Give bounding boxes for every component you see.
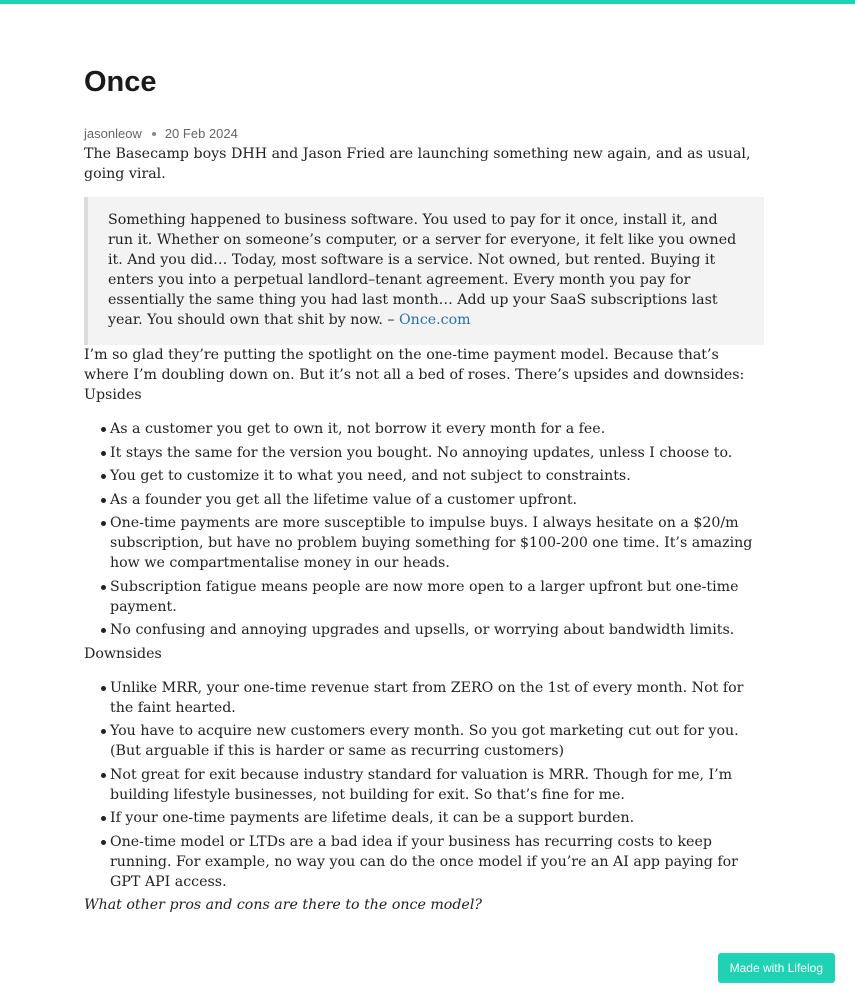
downsides-heading: Downsides [84,645,162,662]
post-body [84,144,764,915]
quote-source-link[interactable]: Once.com [399,312,471,328]
list-item: No confusing and annoying upgrades and upsells, or worrying about bandwidth limits. [110,620,764,640]
list-item: It stays the same for the version you bought. No annoying updates, unless I choose to. [110,443,764,463]
post-meta [84,124,764,144]
post-title: Once [84,66,157,98]
post-article [84,60,764,915]
made-with-lifelog-button[interactable]: Made with Lifelog [718,953,835,983]
list-item: As a customer you get to own it, not borrow it every month for a fee. [110,419,764,439]
list-item: Subscription fatigue means people are now more open to a larger upfront but one-time payment. [110,577,764,617]
list-item: You get to customize it to what you need, and not subject to constraints. [110,466,764,486]
author-link[interactable]: jasonleow [84,126,142,141]
closing-question: What other pros and cons are there to the once model? [84,897,482,913]
upsides-heading: Upsides [84,387,142,403]
list-item: If your one-time payments are lifetime deals, it can be a support burden. [110,808,764,828]
upsides-list [84,419,764,640]
body-paragraph: I’m so glad they’re putting the spotlight on the one-time payment model. Because that’s where I’m doubling down on. But it’s not all a bed of roses. There’s upsides and downsides: [84,347,745,383]
top-accent-bar [0,0,855,4]
list-item: You have to acquire new customers every month. So you got marketing cut out for you. (But arguable if this is harder or same as recurring customers) [110,721,764,761]
list-item: One-time model or LTDs are a bad idea if your business has recurring costs to keep running. For example, no way you can do the once model if you’re an AI app paying for GPT API access. [110,832,764,892]
list-item: One-time payments are more susceptible to impulse buys. I always hesitate on a $20/m subscription, but have no problem buying something for $100-200 one time. It’s amazing how we compartmentalise money in our heads. [110,513,764,573]
list-item: Unlike MRR, your one-time revenue start from ZERO on the 1st of every month. Not for the faint hearted. [110,678,764,718]
blockquote [84,197,764,345]
downsides-list [84,678,764,892]
post-date: 20 Feb 2024 [164,126,238,141]
list-item: As a founder you get all the lifetime value of a customer upfront. [110,490,764,510]
meta-separator-dot [152,132,156,136]
quote-text: Something happened to business software. You used to pay for it once, install it, and run it. Whether on someone’s computer, or a server for everyone, it felt like you owned it. And you did… Today, most software is a service. Not owned, but rented. Buying it enters you into a perpetual landlord–tenant agreement. Every month you pay for essentially the same thing you had last month… Add up your SaaS subscriptions last year. You should own that shit by now. – [108,212,737,328]
list-item: Not great for exit because industry standard for valuation is MRR. Though for me, I’m building lifestyle businesses, not building for exit. So that’s fine for me. [110,765,764,805]
intro-paragraph: The Basecamp boys DHH and Jason Fried are launching something new again, and as usual, going viral. [84,146,751,182]
